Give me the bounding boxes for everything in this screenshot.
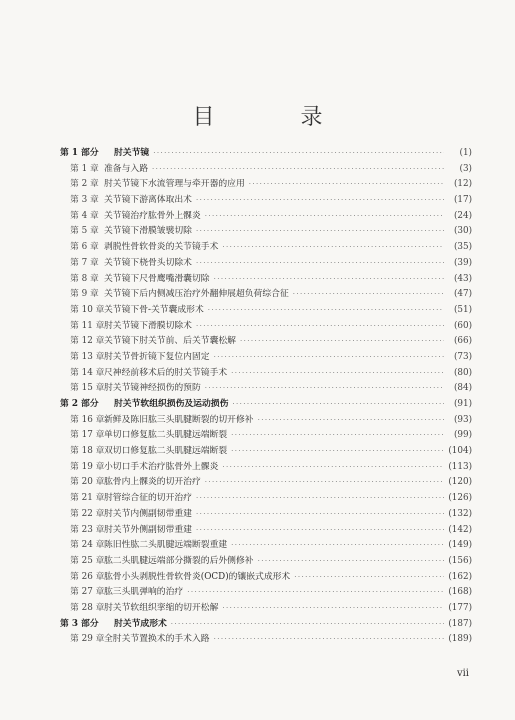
dot-leader <box>231 366 444 382</box>
chapter-title: 关节镜下尺骨鹰嘴滑囊切除 <box>104 273 210 284</box>
chapter-number: 第 24 章 <box>70 540 105 551</box>
page-ref: (168) <box>448 587 472 598</box>
dot-leader <box>240 334 444 350</box>
page-title: 目 录 <box>192 105 355 130</box>
chapter-title: 关节镜下桡骨头切除术 <box>104 257 192 268</box>
toc-chapter-row <box>60 240 472 256</box>
dot-leader <box>222 460 444 476</box>
chapter-title: 关节镜治疗肱骨外上髁炎 <box>104 210 201 221</box>
chapter-number: 第 18 章 <box>70 446 105 457</box>
page-ref: (99) <box>453 430 472 441</box>
chapter-title: 尺神经前移术后的肘关节镜手术 <box>104 367 228 378</box>
chapter-number: 第 14 章 <box>70 367 105 378</box>
chapter-title: 单切口修复肱二头肌腱远端断裂 <box>104 430 228 441</box>
part-title: 肘关节镜 <box>114 148 150 158</box>
dot-leader <box>171 617 444 633</box>
dot-leader <box>187 585 444 601</box>
dot-leader <box>294 570 444 586</box>
page-ref: (187) <box>448 618 472 629</box>
dot-leader <box>153 146 444 162</box>
page-ref: (91) <box>453 399 472 409</box>
page-ref: (73) <box>453 351 472 362</box>
chapter-number: 第 28 章 <box>70 602 105 613</box>
dot-leader <box>222 601 444 617</box>
chapter-title: 关节镜下骨-关节囊成形术 <box>104 304 204 315</box>
table-of-contents <box>60 146 472 648</box>
toc-part-row <box>60 397 472 413</box>
chapter-number: 第 7 章 <box>70 257 99 268</box>
toc-chapter-row <box>60 428 472 444</box>
toc-chapter-row <box>60 570 472 586</box>
toc-chapter-row <box>60 256 472 272</box>
page-ref: (24) <box>453 210 472 221</box>
chapter-number: 第 9 章 <box>70 289 99 300</box>
chapter-title: 关节镜下游离体取出术 <box>104 195 192 206</box>
dot-leader <box>196 319 444 335</box>
page-ref: (80) <box>453 367 472 378</box>
toc-chapter-row <box>60 193 472 209</box>
toc-part-row <box>60 617 472 633</box>
chapter-title: 关节镜下后内侧减压治疗外翻伸展超负荷综合征 <box>104 289 289 300</box>
chapter-title: 肘关节骨折镜下复位内固定 <box>104 351 210 362</box>
dot-leader <box>214 350 444 366</box>
chapter-title: 准备与入路 <box>104 163 148 174</box>
toc-chapter-row <box>60 366 472 382</box>
chapter-title: 肘关节镜下滑膜切除术 <box>104 320 192 331</box>
chapter-title: 肘关节软组织挛缩的切开松解 <box>104 602 219 613</box>
chapter-number: 第 11 章 <box>70 320 105 331</box>
dot-leader <box>196 507 444 523</box>
toc-chapter-row <box>60 319 472 335</box>
chapter-number: 第 17 章 <box>70 430 105 441</box>
page-ref: (189) <box>448 634 472 645</box>
dot-leader <box>196 224 444 240</box>
dot-leader <box>293 287 444 303</box>
page-ref: (35) <box>453 242 472 253</box>
chapter-title: 关节镜下滑膜皱襞切除 <box>104 226 192 237</box>
chapter-title: 小切口手术治疗肱骨外上髁炎 <box>104 461 219 472</box>
part-title: 肘关节成形术 <box>114 618 167 629</box>
chapter-number: 第 15 章 <box>70 383 105 394</box>
toc-chapter-row <box>60 162 472 178</box>
dot-leader <box>231 428 444 444</box>
dot-leader <box>196 523 444 539</box>
toc-chapter-row <box>60 601 472 617</box>
chapter-number: 第 26 章 <box>70 571 105 582</box>
toc-chapter-row <box>60 209 472 225</box>
chapter-number: 第 8 章 <box>70 273 99 284</box>
toc-chapter-row <box>60 460 472 476</box>
dot-leader <box>196 193 444 209</box>
chapter-number: 第 4 章 <box>70 210 99 221</box>
toc-chapter-row <box>60 272 472 288</box>
chapter-number: 第 21 章 <box>70 493 105 504</box>
chapter-number: 第 20 章 <box>70 477 105 488</box>
chapter-number: 第 10 章 <box>70 304 105 315</box>
dot-leader <box>205 475 444 491</box>
chapter-number: 第 3 章 <box>70 195 99 206</box>
chapter-number: 第 5 章 <box>70 226 99 237</box>
page-ref: (30) <box>453 226 472 237</box>
dot-leader <box>196 256 444 272</box>
toc-chapter-row <box>60 523 472 539</box>
page-ref: (104) <box>448 446 472 457</box>
dot-leader <box>258 413 444 429</box>
toc-chapter-row <box>60 303 472 319</box>
page-ref: (93) <box>453 414 472 425</box>
page-ref: (132) <box>448 508 472 519</box>
part-number: 第 1 部分 <box>60 148 99 158</box>
page-ref: (162) <box>448 571 472 582</box>
page-ref: (39) <box>453 257 472 268</box>
toc-chapter-row <box>60 444 472 460</box>
toc-chapter-row <box>60 538 472 554</box>
chapter-title: 肘关节内侧副韧带重建 <box>104 508 192 519</box>
page-ref: (66) <box>453 336 472 347</box>
dot-leader <box>152 162 444 178</box>
dot-leader <box>231 538 444 554</box>
chapter-title: 肱二头肌腱远端部分撕裂的后外侧修补 <box>104 555 254 566</box>
toc-chapter-row <box>60 177 472 193</box>
part-title: 肘关节软组织损伤及运动损伤 <box>114 399 229 409</box>
page-ref: (60) <box>453 320 472 331</box>
chapter-number: 第 27 章 <box>70 587 105 598</box>
chapter-title: 肘关节镜下水流管理与牵开器的应用 <box>104 179 245 190</box>
toc-chapter-row <box>60 224 472 240</box>
page-ref: (3) <box>459 163 472 174</box>
page-ref: (149) <box>448 540 472 551</box>
dot-leader <box>208 303 444 319</box>
page-ref: (126) <box>448 493 472 504</box>
page-ref: (43) <box>453 273 472 284</box>
toc-chapter-row <box>60 334 472 350</box>
chapter-title: 新鲜及陈旧肱三头肌腱断裂的切开修补 <box>104 414 254 425</box>
chapter-number: 第 12 章 <box>70 336 105 347</box>
toc-chapter-row <box>60 632 472 648</box>
chapter-title: 肱三头肌弹响的治疗 <box>104 587 184 598</box>
page-ref: (1) <box>459 148 472 158</box>
chapter-number: 第 22 章 <box>70 508 105 519</box>
page-number: vii <box>456 668 469 679</box>
dot-leader <box>232 397 444 413</box>
toc-chapter-row <box>60 507 472 523</box>
chapter-number: 第 16 章 <box>70 414 105 425</box>
chapter-title: 全肘关节置换术的手术入路 <box>104 634 210 645</box>
chapter-title: 肱骨小头剥脱性骨软骨炎(OCD)的镶嵌式成形术 <box>104 571 291 582</box>
toc-chapter-row <box>60 491 472 507</box>
chapter-title: 肘关节外侧副韧带重建 <box>104 524 192 535</box>
page-ref: (113) <box>448 461 472 472</box>
page-ref: (47) <box>453 289 472 300</box>
toc-chapter-row <box>60 350 472 366</box>
toc-part-row <box>60 146 472 162</box>
page-ref: (84) <box>453 383 472 394</box>
dot-leader <box>214 632 444 648</box>
chapter-number: 第 1 章 <box>70 163 99 174</box>
chapter-title: 剥脱性骨软骨炎的关节镜手术 <box>104 242 219 253</box>
dot-leader <box>205 209 444 225</box>
chapter-title: 肘管综合征的切开治疗 <box>104 493 192 504</box>
dot-leader <box>222 240 444 256</box>
chapter-title: 肱骨内上髁炎的切开治疗 <box>104 477 201 488</box>
part-number: 第 2 部分 <box>60 399 99 409</box>
dot-leader <box>214 272 444 288</box>
toc-chapter-row <box>60 554 472 570</box>
chapter-number: 第 29 章 <box>70 634 105 645</box>
chapter-number: 第 23 章 <box>70 524 105 535</box>
toc-chapter-row <box>60 475 472 491</box>
page-ref: (51) <box>453 304 472 315</box>
chapter-number: 第 6 章 <box>70 242 99 253</box>
chapter-number: 第 13 章 <box>70 351 105 362</box>
part-number: 第 3 部分 <box>60 618 99 629</box>
chapter-title: 关节镜下肘关节前、后关节囊松解 <box>104 336 236 347</box>
dot-leader <box>258 554 444 570</box>
toc-chapter-row <box>60 381 472 397</box>
chapter-title: 肘关节镜神经损伤的预防 <box>104 383 201 394</box>
page-ref: (120) <box>448 477 472 488</box>
dot-leader <box>231 444 444 460</box>
page-ref: (156) <box>448 555 472 566</box>
toc-chapter-row <box>60 413 472 429</box>
chapter-title: 陈旧性肱二头肌腱远端断裂重建 <box>104 540 228 551</box>
page-ref: (142) <box>448 524 472 535</box>
page-ref: (17) <box>453 195 472 206</box>
page-ref: (12) <box>453 179 472 190</box>
dot-leader <box>196 491 444 507</box>
dot-leader <box>249 177 444 193</box>
page-ref: (177) <box>448 602 472 613</box>
toc-chapter-row <box>60 287 472 303</box>
chapter-number: 第 19 章 <box>70 461 105 472</box>
toc-chapter-row <box>60 585 472 601</box>
chapter-number: 第 2 章 <box>70 179 99 190</box>
chapter-number: 第 25 章 <box>70 555 105 566</box>
dot-leader <box>205 381 444 397</box>
chapter-title: 双切口修复肱二头肌腱远端断裂 <box>104 446 228 457</box>
